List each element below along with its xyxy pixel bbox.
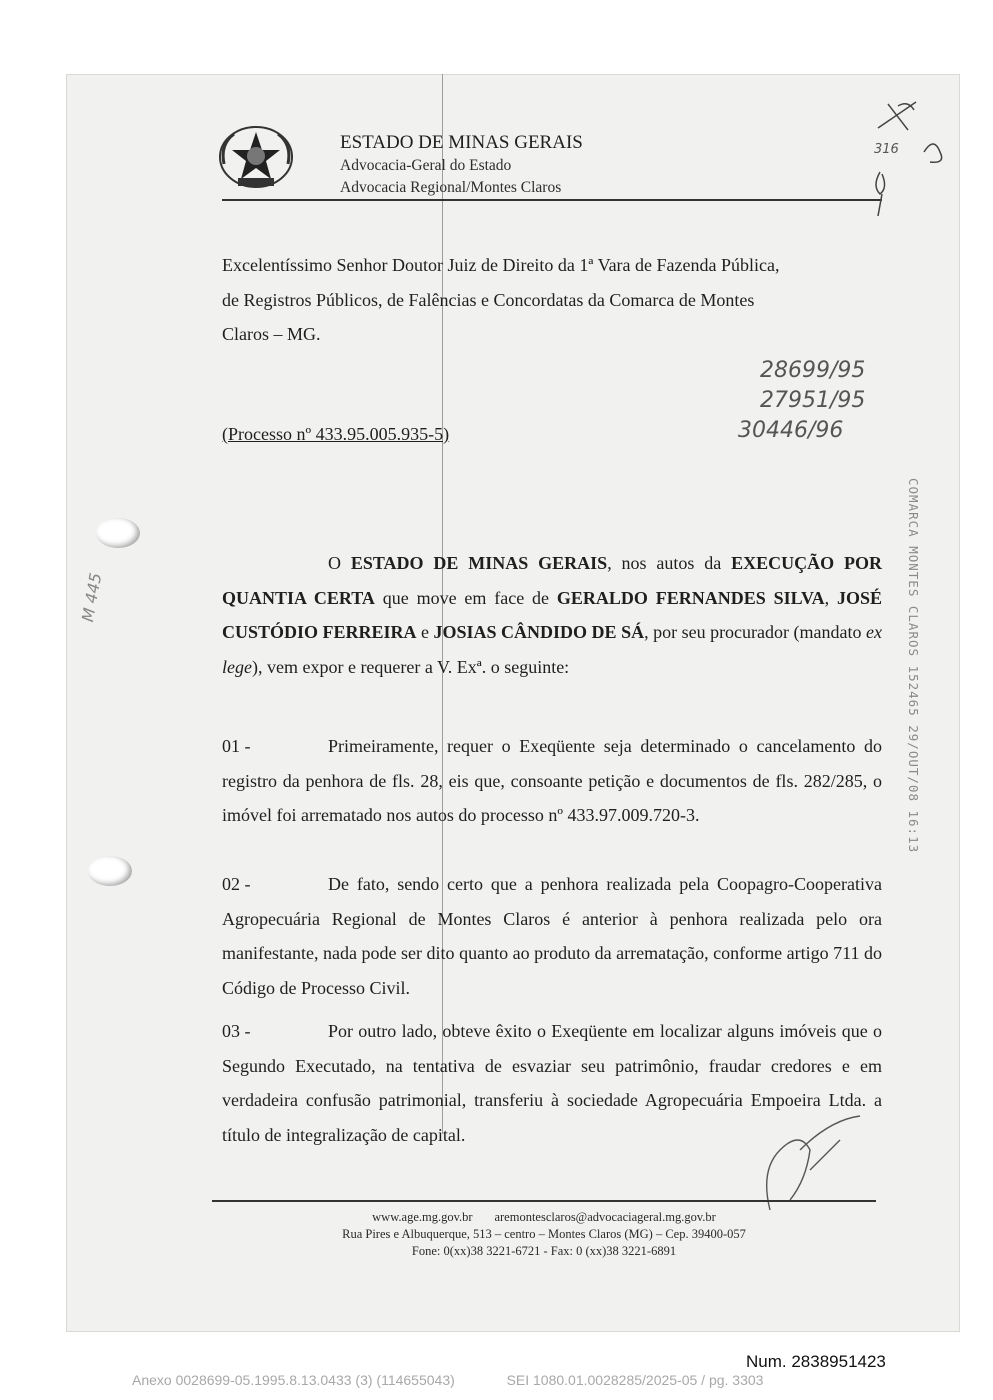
intro-text: , por seu procurador (mandato bbox=[644, 622, 867, 642]
intro-text: O bbox=[328, 553, 351, 573]
addressee-line-1: Excelentíssimo Senhor Doutor Juiz de Direito da 1ª Vara de Fazenda Pública, bbox=[222, 255, 780, 275]
item-number: 01 - bbox=[222, 736, 251, 756]
intro-text: , nos autos da bbox=[607, 553, 732, 573]
addressee-line-2: de Registros Públicos, de Falências e Concordatas da Comarca de Montes bbox=[222, 289, 755, 310]
case-number-2: 27951/95 bbox=[760, 388, 866, 413]
sei-reference: SEI 1080.01.0028285/2025-05 / pg. 3303 bbox=[506, 1372, 764, 1388]
item-number: 02 - bbox=[222, 874, 251, 894]
intro-latin-term: ex lege bbox=[222, 622, 882, 677]
punch-hole-top bbox=[96, 518, 140, 548]
bottom-reference-line bbox=[132, 1372, 763, 1388]
punch-hole-bottom bbox=[88, 856, 132, 886]
intro-defendant-3: JOSIAS CÂNDIDO DE SÁ bbox=[433, 622, 645, 642]
item-text: Primeiramente, requer o Exeqüente seja determinado o cancelamento do registro da penhora de fls. 28, eis que, consoante petição e documentos de fls. 282/285, o imóvel foi arrematado nos autos do processo nº 433.97.009.720-3. bbox=[222, 736, 882, 825]
intro-defendant-1: GERALDO FERNANDES SILVA bbox=[556, 587, 825, 608]
intro-text: ), vem expor e requerer a V. Exª. o seguinte: bbox=[251, 656, 570, 677]
footer-email: aremontesclaros@advocaciageral.mg.gov.br bbox=[494, 1210, 716, 1224]
court-stamp bbox=[906, 478, 932, 854]
intro-paragraph bbox=[222, 546, 882, 684]
handwritten-margin-note: M 445 bbox=[78, 571, 106, 624]
footer-address: Rua Pires e Albuquerque, 513 – centro – Montes Claros (MG) – Cep. 39400-057 bbox=[342, 1227, 746, 1241]
handwritten-page-number: 316 bbox=[874, 142, 899, 157]
intro-text: , bbox=[824, 587, 837, 608]
handwritten-initials-icon bbox=[868, 96, 952, 218]
footer-phones: Fone: 0(xx)38 3221-6721 - Fax: 0 (xx)38 3221-6891 bbox=[411, 1244, 677, 1258]
case-number-1: 28699/95 bbox=[760, 358, 866, 383]
intro-text: que move em face de bbox=[374, 587, 557, 608]
footer-website: www.age.mg.gov.br bbox=[372, 1210, 473, 1224]
header-subtitle-agency: Advocacia-Geral do Estado bbox=[340, 157, 512, 174]
item-02 bbox=[222, 867, 882, 1005]
intro-text: e bbox=[416, 622, 434, 642]
handwritten-case-numbers bbox=[738, 356, 866, 446]
state-coat-of-arms-icon bbox=[216, 124, 296, 190]
process-number: (Processo nº 433.95.005.935-5) bbox=[222, 424, 450, 444]
item-text: Por outro lado, obteve êxito o Exeqüente em localizar alguns imóveis que o Segundo Executado, na tentativa de esvaziar seu patrimônio, fraudar credores e em verdadeira confusão patrimonial, transferiu à sociedade Agropecuária Empoeira Ltda. a título de integralização de capital. bbox=[222, 1021, 882, 1145]
item-01 bbox=[222, 729, 882, 833]
document-number: Num. 2838951423 bbox=[746, 1352, 886, 1371]
addressee-line-3: Claros – MG. bbox=[222, 324, 321, 344]
intro-action-type: EXECUÇÃO POR QUANTIA CERTA bbox=[222, 553, 883, 608]
intro-defendant-2: JOSÉ CUSTÓDIO FERREIRA bbox=[222, 587, 883, 642]
intro-party-state: ESTADO DE MINAS GERAIS bbox=[350, 553, 608, 573]
item-number: 03 - bbox=[222, 1021, 251, 1041]
annex-reference: Anexo 0028699-05.1995.8.13.0433 (3) (114655043) bbox=[132, 1372, 455, 1388]
header-rule bbox=[222, 199, 882, 201]
footer-rule bbox=[212, 1200, 876, 1202]
header-subtitle-regional: Advocacia Regional/Montes Claros bbox=[340, 179, 562, 196]
footer-contacts bbox=[212, 1210, 876, 1225]
addressee-block bbox=[222, 248, 882, 352]
case-number-3: 30446/96 bbox=[738, 418, 844, 443]
item-text: De fato, sendo certo que a penhora realizada pela Coopagro-Cooperativa Agropecuária Regional de Montes Claros é anterior à penhora realizada pelo ora manifestante, nada pode ser dito quanto ao produto da arrematação, conforme artigo 711 do Código de Processo Civil. bbox=[222, 874, 882, 998]
signature-scribble-icon bbox=[740, 1110, 870, 1220]
header-title: ESTADO DE MINAS GERAIS bbox=[340, 132, 583, 153]
court-stamp-text: COMARCA MONTES CLAROS 152465 29/OUT/08 16:13 bbox=[906, 478, 921, 854]
